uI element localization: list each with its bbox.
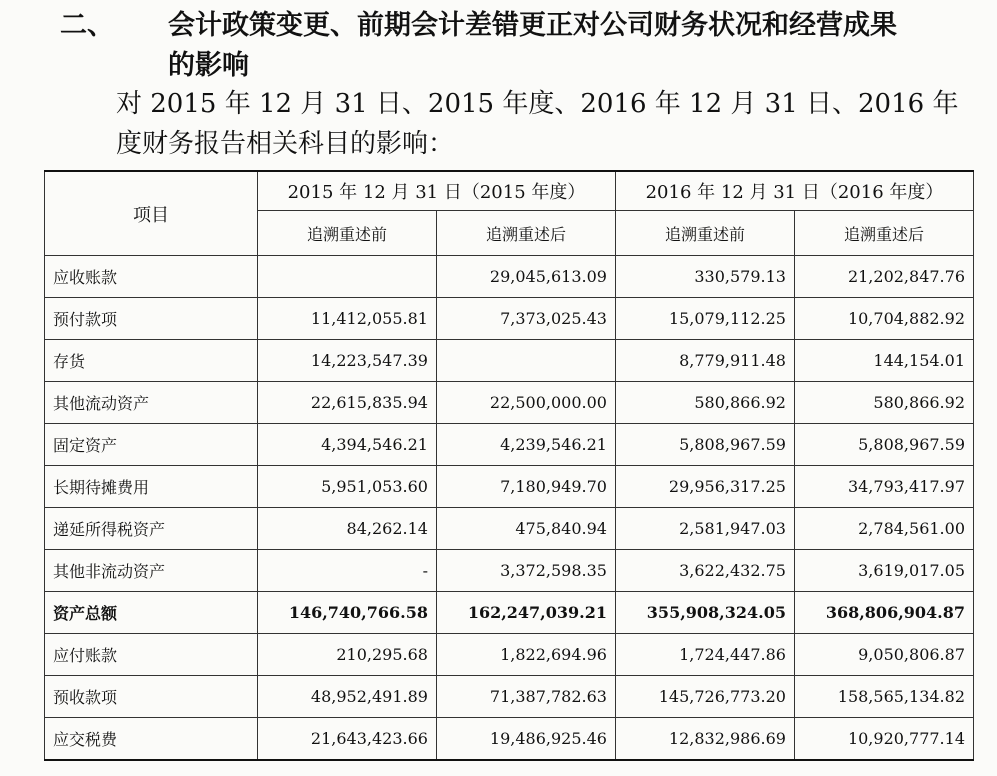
row-label: 应付账款 [45,634,258,676]
value-cell: 84,262.14 [258,508,437,550]
value-cell: 5,808,967.59 [794,424,973,466]
table-row [45,508,974,550]
table-row [45,592,974,634]
value-cell: 3,372,598.35 [436,550,615,592]
value-cell: 10,920,777.14 [794,718,973,761]
value-cell: 11,412,055.81 [258,298,437,340]
value-cell: 29,956,317.25 [615,466,794,508]
value-cell: 210,295.68 [258,634,437,676]
value-cell: 10,704,882.92 [794,298,973,340]
table-row [45,424,974,466]
value-cell: 8,779,911.48 [615,340,794,382]
after-header-2016: 追溯重述后 [794,211,973,256]
row-label: 其他非流动资产 [45,550,258,592]
table-row [45,634,974,676]
value-cell: 1,724,447.86 [615,634,794,676]
value-cell: 48,952,491.89 [258,676,437,718]
heading-line-2: 的影响 [168,50,249,81]
value-cell: 4,239,546.21 [436,424,615,466]
value-cell: 1,822,694.96 [436,634,615,676]
value-cell: 330,579.13 [615,256,794,298]
table-row [45,256,974,298]
value-cell: 19,486,925.46 [436,718,615,761]
value-cell: 22,615,835.94 [258,382,437,424]
table-row [45,676,974,718]
value-cell: 4,394,546.21 [258,424,437,466]
before-header-2016: 追溯重述前 [615,211,794,256]
value-cell: 368,806,904.87 [794,592,973,634]
value-cell: 9,050,806.87 [794,634,973,676]
value-cell [258,256,437,298]
value-cell: 29,045,613.09 [436,256,615,298]
value-cell: 580,866.92 [794,382,973,424]
value-cell: 22,500,000.00 [436,382,615,424]
value-cell: 34,793,417.97 [794,466,973,508]
value-cell: 21,202,847.76 [794,256,973,298]
heading-title: 会计政策变更、前期会计差错更正对公司财务状况和经营成果 [168,10,897,41]
row-label: 应收账款 [45,256,258,298]
table-body [45,256,974,761]
item-header: 项目 [45,171,258,256]
value-cell: 15,079,112.25 [615,298,794,340]
row-label: 固定资产 [45,424,258,466]
value-cell: 12,832,986.69 [615,718,794,761]
value-cell: 355,908,324.05 [615,592,794,634]
row-label: 递延所得税资产 [45,508,258,550]
value-cell: 144,154.01 [794,340,973,382]
heading-number: 二、 [60,10,114,41]
value-cell [436,340,615,382]
value-cell: 5,808,967.59 [615,424,794,466]
value-cell: 2,784,561.00 [794,508,973,550]
table-row [45,466,974,508]
value-cell: 71,387,782.63 [436,676,615,718]
row-label: 长期待摊费用 [45,466,258,508]
value-cell: 14,223,547.39 [258,340,437,382]
row-label: 预付款项 [45,298,258,340]
heading-line-1 [60,6,980,46]
value-cell: 475,840.94 [436,508,615,550]
value-cell: 7,373,025.43 [436,298,615,340]
value-cell: 580,866.92 [615,382,794,424]
value-cell: 3,622,432.75 [615,550,794,592]
before-header-2015: 追溯重述前 [258,211,437,256]
intro-line-2: 度财务报告相关科目的影响： [116,129,455,159]
row-label: 预收款项 [45,676,258,718]
value-cell: 145,726,773.20 [615,676,794,718]
period-2016-header: 2016 年 12 月 31 日（2016 年度） [615,171,973,211]
value-cell: 158,565,134.82 [794,676,973,718]
value-cell: 162,247,039.21 [436,592,615,634]
after-header-2015: 追溯重述后 [436,211,615,256]
value-cell: 2,581,947.03 [615,508,794,550]
row-label: 其他流动资产 [45,382,258,424]
row-label: 应交税费 [45,718,258,761]
row-label: 存货 [45,340,258,382]
value-cell: 21,643,423.66 [258,718,437,761]
row-label: 资产总额 [45,592,258,634]
table-row [45,340,974,382]
section-heading [60,6,980,86]
restatement-table [44,170,974,761]
value-cell: 3,619,017.05 [794,550,973,592]
value-cell: 7,180,949.70 [436,466,615,508]
table-row [45,718,974,761]
intro-line-1: 对 2015 年 12 月 31 日、2015 年度、2016 年 12 月 31 日、2016 年 [116,89,959,119]
table-row [45,298,974,340]
table-row [45,382,974,424]
table-row [45,550,974,592]
value-cell: - [258,550,437,592]
value-cell: 146,740,766.58 [258,592,437,634]
value-cell: 5,951,053.60 [258,466,437,508]
intro-paragraph [116,84,976,164]
period-2015-header: 2015 年 12 月 31 日（2015 年度） [258,171,616,211]
